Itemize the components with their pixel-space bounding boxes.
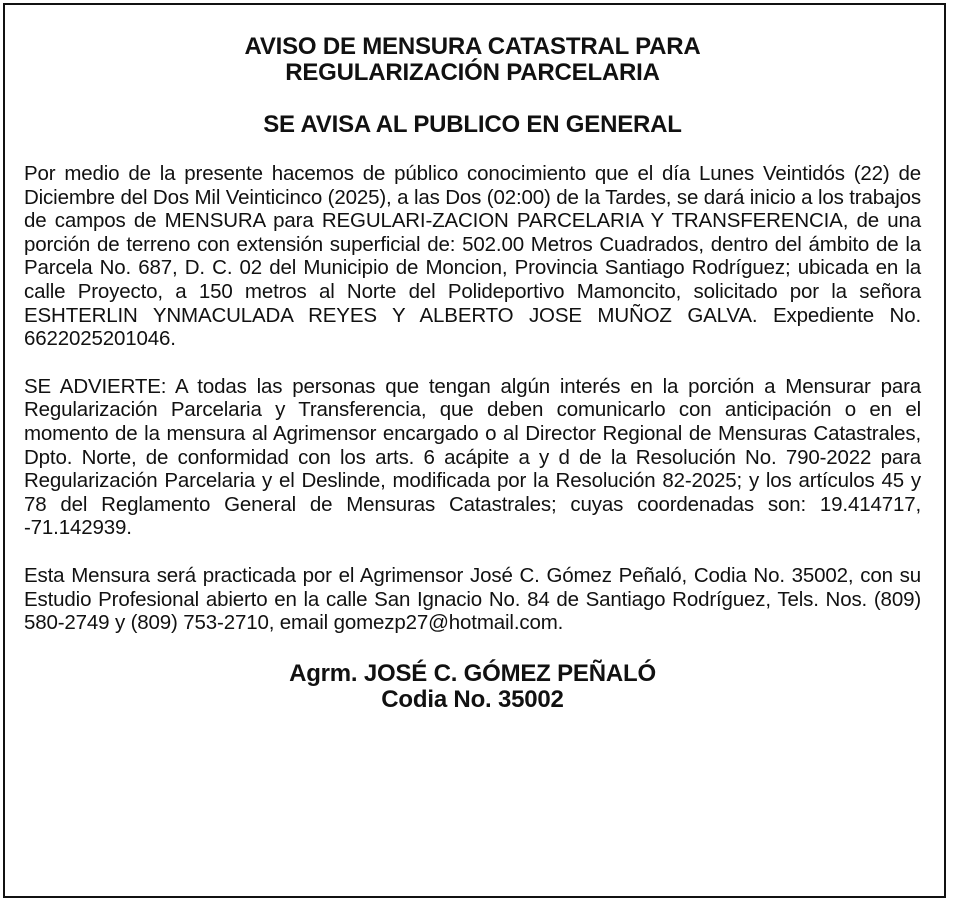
signature-name: Agrm. JOSÉ C. GÓMEZ PEÑALÓ: [289, 659, 656, 687]
notice-subtitle: SE AVISA AL PUBLICO EN GENERAL: [263, 111, 682, 138]
notice-content: [24, 34, 921, 713]
signature-block: [24, 661, 921, 713]
notice-title: [24, 34, 921, 86]
notice-paragraph-2: SE ADVIERTE: A todas las personas que tengan algún interés en la porción a Mensurar para Regularización Parcelaria y Transferencia, que deben comunicarlo con anticipación o en el momento de la mensura al Agrimensor encargado o al Director Regional de Mensuras Catastrales, Dpto. Norte, de conformidad con los arts. 6 acápite a y d de la Resolución No. 790-2022 para Regularización Parcelaria y el Deslinde, modificada por la Resolución 82-2025; y los artículos 45 y 78 del Reglamento General de Mensuras Catastrales; cuyas coordenadas son: 19.414717, -71.142939.: [24, 374, 921, 540]
notice-paragraph-3: Esta Mensura será practicada por el Agrimensor José C. Gómez Peñaló, Codia No. 35002, con su Estudio Profesional abierto en la calle San Ignacio No. 84 de Santiago Rodríguez, Tels. Nos. (809) 580-2749 y (809) 753-2710, email gomezp27@hotmail.com.: [24, 563, 921, 635]
notice-title-line2: REGULARIZACIÓN PARCELARIA: [285, 59, 660, 86]
notice-paragraph-1: Por medio de la presente hacemos de público conocimiento que el día Lunes Veintidós (22) de Diciembre del Dos Mil Veinticinco (2025), a las Dos (02:00) de la Tardes, se dará inicio a los trabajos de campos de MENSURA para REGULARI-ZACION PARCELARIA Y TRANSFERENCIA, de una porción de terreno con extensión superficial de: 502.00 Metros Cuadrados, dentro del ámbito de la Parcela No. 687, D. C. 02 del Municipio de Moncion, Provincia Santiago Rodríguez; ubicada en la calle Proyecto, a 150 metros al Norte del Polideportivo Mamoncito, solicitado por la señora ESHTERLIN YNMACULADA REYES Y ALBERTO JOSE MUÑOZ GALVA. Expediente No. 6622025201046.: [24, 162, 921, 351]
notice-title-line1: AVISO DE MENSURA CATASTRAL PARA: [244, 33, 701, 60]
signature-codia: Codia No. 35002: [381, 685, 564, 713]
